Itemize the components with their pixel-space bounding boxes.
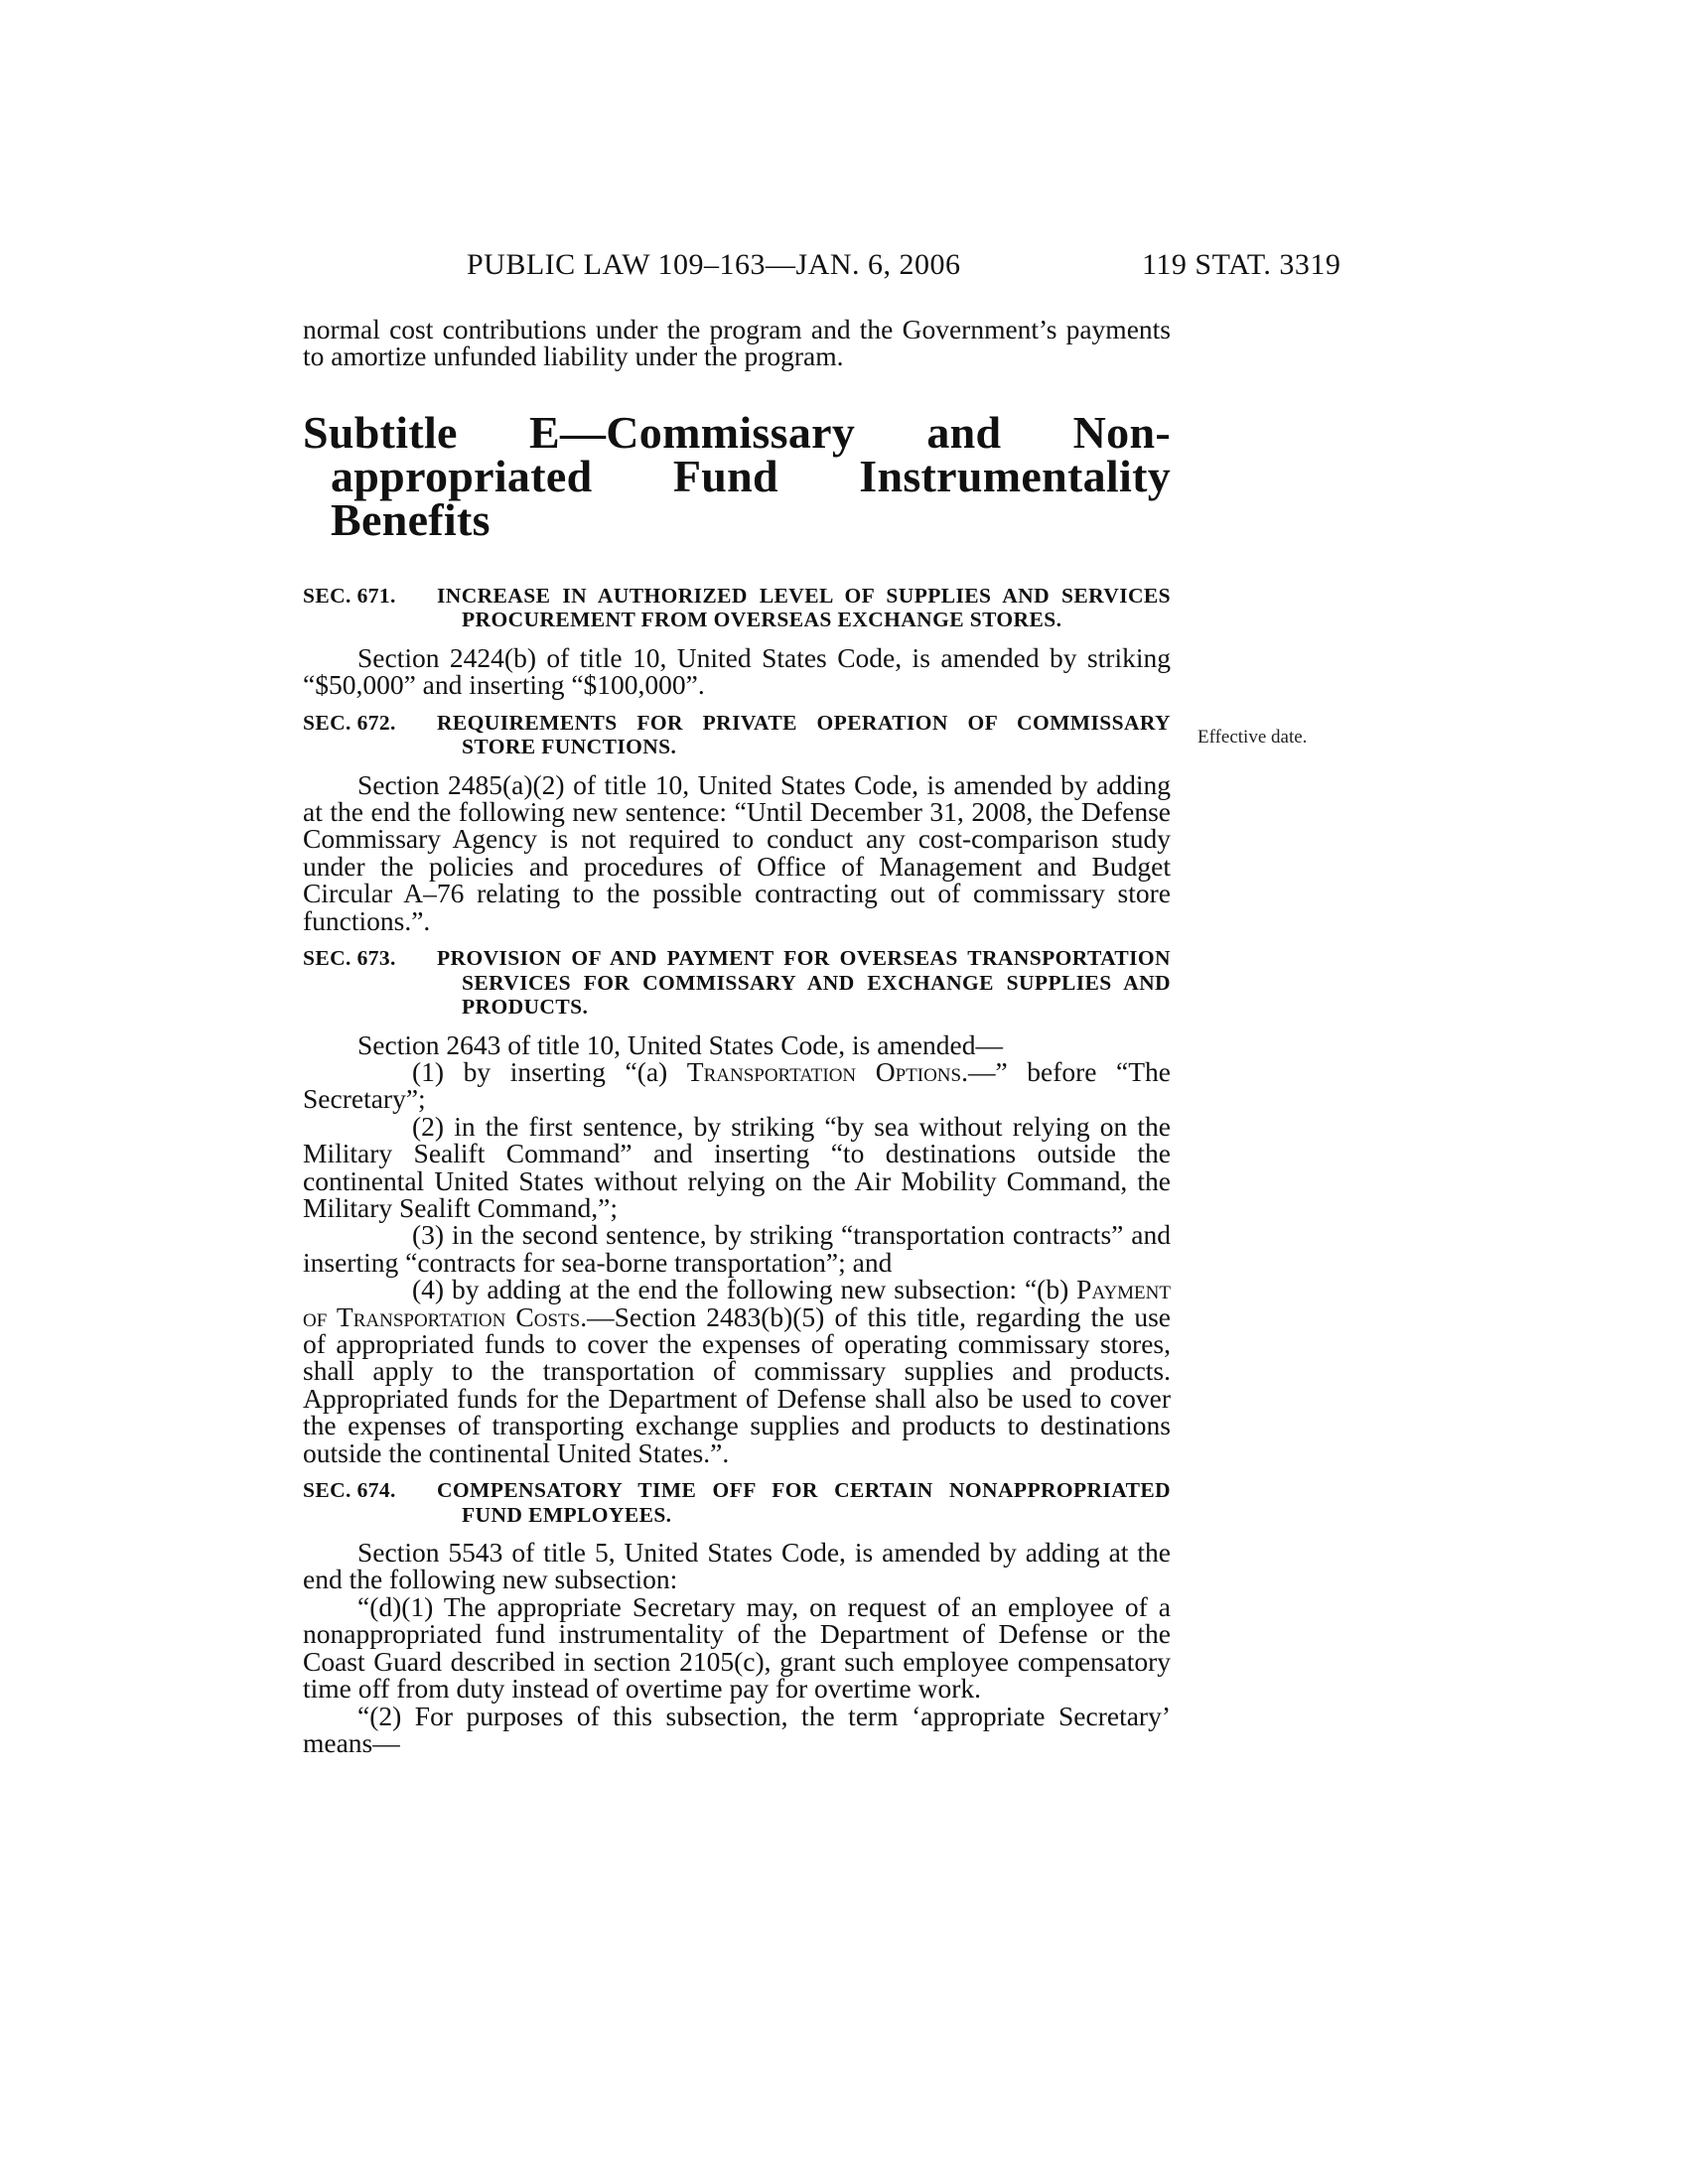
margin-note-effective-date: Effective date. <box>1197 727 1308 748</box>
section-672-text: Section 2485(a)(2) of title 10, United States Code, is amended by adding at the end the following new sentence: “Until December 31, 2008, the Defense Commissary Agency is not required to conduct any cost-comparison study under the policies and procedures of Office of Management and Budget Circular A–76 relating to the possible contracting out of commissary store functions.”. <box>303 768 1171 936</box>
section-671-heading <box>303 584 1171 632</box>
section-title: INCREASE IN AUTHORIZED LEVEL OF SUPPLIES AND SERVICES PROCUREMENT FROM OVERSEAS EXCHANGE STORES. <box>437 583 1171 632</box>
running-head: PUBLIC LAW 109–163—JAN. 6, 2006 <box>467 248 961 281</box>
body-column <box>303 316 1171 1756</box>
item-text: (4) by adding at the end the following new subsection: “(b) <box>412 1274 1077 1305</box>
subsection-d2: “(2) For purposes of this subsection, the term ‘appropriate Secretary’ means— <box>303 1700 1171 1758</box>
section-title: PROVISION OF AND PAYMENT FOR OVERSEAS TRANSPORTATION SERVICES FOR COMMISSARY AND EXCHANGE SUPPLIES AND PRODUCTS. <box>437 946 1171 1020</box>
section-number: SEC. 674. <box>303 1478 396 1503</box>
section-number: SEC. 672. <box>303 710 396 735</box>
section-674-text: Section 5543 of title 5, United States Code, is amended by adding at the end the following new subsection: <box>303 1537 1171 1595</box>
item-text: .—Section 2483(b)(5) of this title, regarding the use of appropriated funds to cover the expenses of operating commissary stores, shall apply to the transportation of commissary supplies and products. Appropriated funds for the Department of Defense shall also be used to cover the expenses of transporting exchange supplies and products to destinations outside the continental United States.”. <box>303 1300 1171 1468</box>
stat-page-number: 119 STAT. 3319 <box>1142 248 1341 281</box>
section-number: SEC. 671. <box>303 583 396 608</box>
section-673-item-4 <box>303 1276 1171 1466</box>
page-header <box>0 248 1688 288</box>
section-673-text: Section 2643 of title 10, United States Code, is amended— <box>357 1028 1003 1060</box>
section-673-heading <box>303 946 1171 1020</box>
section-number: SEC. 673. <box>303 946 396 971</box>
subsection-d1: “(d)(1) The appropriate Secretary may, on request of an employee of a nonappropriated fund instrumentality of the Department of Defense or the Coast Guard described in section 2105(c), grant such employee compensatory time off from duty instead of overtime pay for overtime work. <box>303 1590 1171 1705</box>
subtitle-heading: Subtitle E—Commissary and Non-appropriated Fund Instrumentality Benefits <box>303 406 1171 545</box>
section-674-heading <box>303 1478 1171 1527</box>
section-title: REQUIREMENTS FOR PRIVATE OPERATION OF COMMISSARY STORE FUNCTIONS. <box>437 710 1171 759</box>
intro-paragraph: normal cost contributions under the program and the Government’s payments to amortize unfunded liability under the program. <box>303 314 1171 372</box>
item-small-caps: Transportation Options <box>686 1055 962 1087</box>
section-672-heading <box>303 711 1171 759</box>
section-671-text: Section 2424(b) of title 10, United States Code, is amended by striking “$50,000” and inserting “$100,000”. <box>303 641 1171 701</box>
item-text: .—” before “The Secretary”; <box>303 1055 1171 1115</box>
section-673-item-1 <box>303 1055 1171 1115</box>
item-small-caps: Payment of Transportation Costs <box>303 1274 1171 1332</box>
section-673-item-2: (2) in the first sentence, by striking “by sea without relying on the Military Sealift Command” and inserting “to destinations outside the continental United States without relying on the Air Mobility Command, the Military Sealift Command,”; <box>303 1110 1171 1223</box>
item-text: (1) by inserting “(a) <box>412 1055 687 1087</box>
section-673-item-3: (3) in the second sentence, by striking “transportation contracts” and inserting “contracts for sea-borne transportation”; and <box>303 1219 1171 1278</box>
section-title: COMPENSATORY TIME OFF FOR CERTAIN NONAPPROPRIATED FUND EMPLOYEES. <box>437 1478 1171 1527</box>
